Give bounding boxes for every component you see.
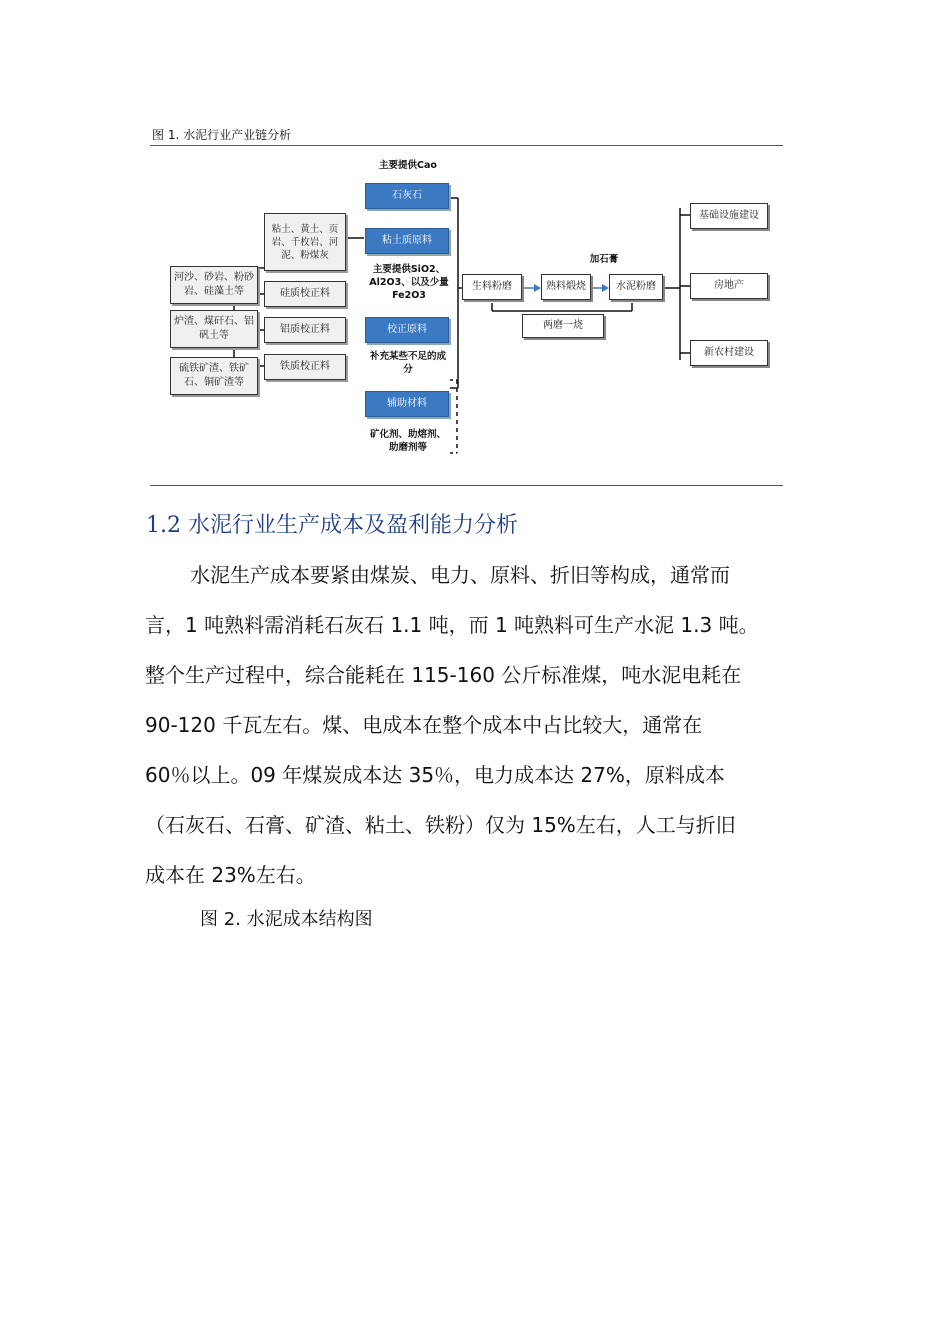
limestone-box: 石灰石 bbox=[365, 183, 449, 209]
auxiliary-material-box: 辅助材料 bbox=[365, 391, 449, 417]
caption-rule bbox=[150, 145, 783, 146]
figure-bottom-rule bbox=[150, 485, 783, 486]
paragraph-line-1: 水泥生产成本要紧由煤炭、电力、原料、折旧等构成，通常而 bbox=[190, 563, 730, 587]
left-source-3: 硫铁矿渣、铁矿石、铜矿渣等 bbox=[170, 357, 258, 395]
raw-meal-grinding-box: 生料粉磨 bbox=[462, 274, 522, 300]
paragraph-line-7: 成本在 23%左右。 bbox=[145, 863, 316, 887]
paragraph-line-2: 言，1 吨熟料需消耗石灰石 1.1 吨，而 1 吨熟料可生产水泥 1.3 吨。 bbox=[145, 613, 759, 637]
infrastructure-box: 基础设施建设 bbox=[690, 203, 768, 229]
section-heading: 1.2 水泥行业生产成本及盈利能力分析 bbox=[146, 513, 518, 538]
paragraph-line-4: 90-120 千瓦左右。煤、电成本在整个成本中占比较大，通常在 bbox=[145, 713, 703, 737]
clay-material-box: 粘土质原料 bbox=[365, 228, 449, 254]
industry-chain-diagram bbox=[150, 148, 783, 468]
cao-note: 主要提供Cao bbox=[379, 160, 437, 171]
new-rural-construction-box: 新农村建设 bbox=[690, 340, 768, 366]
paragraph-line-6: （石灰石、石膏、矿渣、粘土、铁粉）仅为 15%左右，人工与折旧 bbox=[145, 813, 736, 837]
corrective-material-box: 校正原料 bbox=[365, 317, 449, 343]
paragraph-line-5: 60％以上。09 年煤炭成本达 35％，电力成本达 27%，原料成本 bbox=[145, 763, 725, 787]
auxiliary-note: 矿化剂、助熔剂、助磨剂等 bbox=[369, 429, 446, 453]
figure-2-caption: 图 2. 水泥成本结构图 bbox=[200, 909, 373, 930]
left-source-1: 河沙、砂岩、粉砂岩、硅藻土等 bbox=[170, 266, 258, 304]
gypsum-note: 加石膏 bbox=[589, 254, 619, 265]
clinker-calcination-box: 熟料煅烧 bbox=[541, 274, 591, 300]
iron-corrective-box: 铁质校正料 bbox=[264, 354, 346, 380]
diagram-connectors bbox=[150, 148, 783, 468]
supplement-note: 补充某些不足的成分 bbox=[369, 351, 446, 375]
cement-grinding-box: 水泥粉磨 bbox=[609, 274, 663, 300]
left-source-2: 炉渣、煤矸石、铝矾土等 bbox=[170, 310, 258, 348]
paragraph-line-3: 整个生产过程中，综合能耗在 115-160 公斤标准煤，吨水泥电耗在 bbox=[145, 663, 742, 687]
two-grind-one-burn-box: 两磨一烧 bbox=[522, 314, 604, 338]
silica-corrective-box: 硅质校正料 bbox=[264, 281, 346, 307]
real-estate-box: 房地产 bbox=[690, 273, 768, 299]
figure-1-caption: 图 1. 水泥行业产业链分析 bbox=[152, 128, 292, 142]
oxides-note: 主要提供SiO2、Al2O3、以及少量Fe2O3 bbox=[369, 264, 449, 301]
alumina-corrective-box: 铝质校正料 bbox=[264, 317, 346, 343]
clay-sources-box: 粘土、黄土、页岩、千枚岩、河泥、粉煤灰 bbox=[264, 213, 346, 271]
